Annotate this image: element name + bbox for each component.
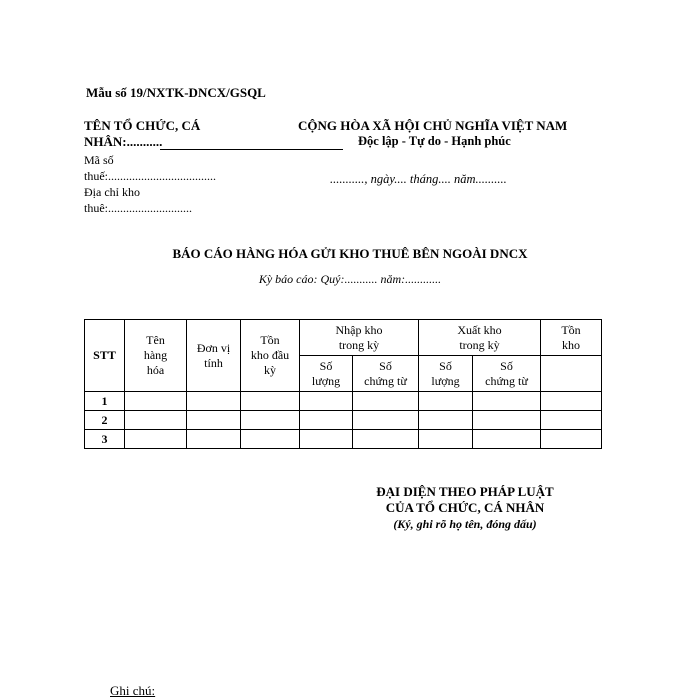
table-cell [353, 411, 419, 430]
table-cell [473, 430, 541, 449]
col-export-text-1: Xuất kho [457, 322, 502, 337]
warehouse-address-field [84, 184, 192, 216]
table-row [85, 430, 602, 449]
signature-instruction: (Ký, ghi rõ họ tên, đóng dấu) [393, 517, 537, 531]
col-opening-stock-header [241, 320, 300, 392]
row-number: 1 [85, 392, 125, 411]
warehouse-address-label: Địa chỉ kho [84, 185, 140, 199]
col-export-text-2: trong kỳ [459, 337, 500, 352]
table-header-row [85, 320, 602, 356]
organization-name [84, 118, 200, 150]
table-cell [541, 411, 602, 430]
col-name-header [125, 320, 187, 392]
col-name-text-1: Tên [146, 333, 165, 347]
table-cell [353, 392, 419, 411]
signature-title-line2: CỦA TỔ CHỨC, CÁ NHÂN [385, 500, 545, 515]
closing-stock-sub-empty [541, 356, 602, 392]
col-stt-header: STT [85, 320, 125, 392]
report-period: Kỳ báo cáo: Quý:........... năm:............ [258, 272, 442, 286]
report-table [84, 319, 602, 449]
col-open-text-1: Tồn [260, 333, 280, 347]
date-line: ..........., ngày.... tháng.... năm.......... [330, 172, 507, 186]
export-doc-text-1: Số [500, 358, 513, 373]
col-open-text-2: kho đầu [250, 348, 290, 362]
note-label: Ghi chú: [110, 683, 156, 698]
table-cell [300, 430, 353, 449]
form-code: Mẫu số 19/NXTK-DNCX/GSQL [86, 85, 266, 100]
import-doc-text-1: Số [379, 358, 392, 373]
table-cell [300, 392, 353, 411]
organization-name-line1: TÊN TỔ CHỨC, CÁ [84, 118, 201, 133]
col-open-text-3: kỳ [264, 363, 276, 377]
table-cell [541, 392, 602, 411]
import-qty-text-1: Số [319, 358, 333, 373]
col-unit-text-1: Đơn vị [196, 340, 231, 355]
tax-code-field [84, 152, 216, 184]
table-cell [419, 411, 473, 430]
col-import-text-1: Nhập kho [335, 322, 383, 337]
signature-title-line1: ĐẠI DIỆN THEO PHÁP LUẬT [376, 484, 554, 499]
table-row [85, 392, 602, 411]
import-doc-header [353, 356, 419, 392]
col-unit-text-2: tính [204, 355, 223, 370]
import-qty-header [300, 356, 353, 392]
col-close-text-2: kho [562, 337, 581, 352]
export-qty-header [419, 356, 473, 392]
col-import-text-2: trong kỳ [338, 337, 380, 352]
col-export-header [419, 320, 541, 356]
warehouse-address-value: thuê:............................ [84, 201, 192, 215]
table-cell [353, 430, 419, 449]
organization-name-line2: NHÂN:........... [84, 134, 163, 149]
table-cell [473, 411, 541, 430]
col-closing-stock-header [541, 320, 602, 356]
table-cell [187, 392, 241, 411]
export-doc-header [473, 356, 541, 392]
table-cell [473, 392, 541, 411]
table-cell [241, 411, 300, 430]
table-cell [541, 430, 602, 449]
tax-code-label: Mã số [84, 153, 114, 167]
table-cell [419, 430, 473, 449]
export-doc-text-2: chứng từ [485, 373, 528, 388]
table-cell [241, 392, 300, 411]
table-cell [187, 430, 241, 449]
table-cell [125, 411, 187, 430]
export-qty-text-2: lượng [431, 373, 460, 388]
table-cell [419, 392, 473, 411]
tax-code-value: thuế:.................................... [84, 169, 216, 183]
organization-underline [160, 149, 343, 150]
table-cell [125, 392, 187, 411]
import-doc-text-2: chứng từ [364, 373, 407, 388]
export-qty-text-1: Số [439, 358, 452, 373]
national-motto: Độc lập - Tự do - Hạnh phúc [358, 134, 511, 148]
col-name-text-2: hàng [143, 348, 168, 362]
row-number: 2 [85, 411, 125, 430]
national-title: CỘNG HÒA XÃ HỘI CHỦ NGHĨA VIỆT NAM [298, 118, 568, 133]
table-cell [300, 411, 353, 430]
table-cell [125, 430, 187, 449]
table-cell [241, 430, 300, 449]
report-title: BÁO CÁO HÀNG HÓA GỬI KHO THUÊ BÊN NGOÀI DNCX [172, 246, 528, 261]
table-row [85, 411, 602, 430]
col-name-text-3: hóa [146, 363, 165, 377]
import-qty-text-2: lượng [311, 373, 341, 388]
table-cell [187, 411, 241, 430]
col-unit-header [187, 320, 241, 392]
row-number: 3 [85, 430, 125, 449]
col-close-text-1: Tồn [561, 322, 581, 337]
col-import-header [300, 320, 419, 356]
